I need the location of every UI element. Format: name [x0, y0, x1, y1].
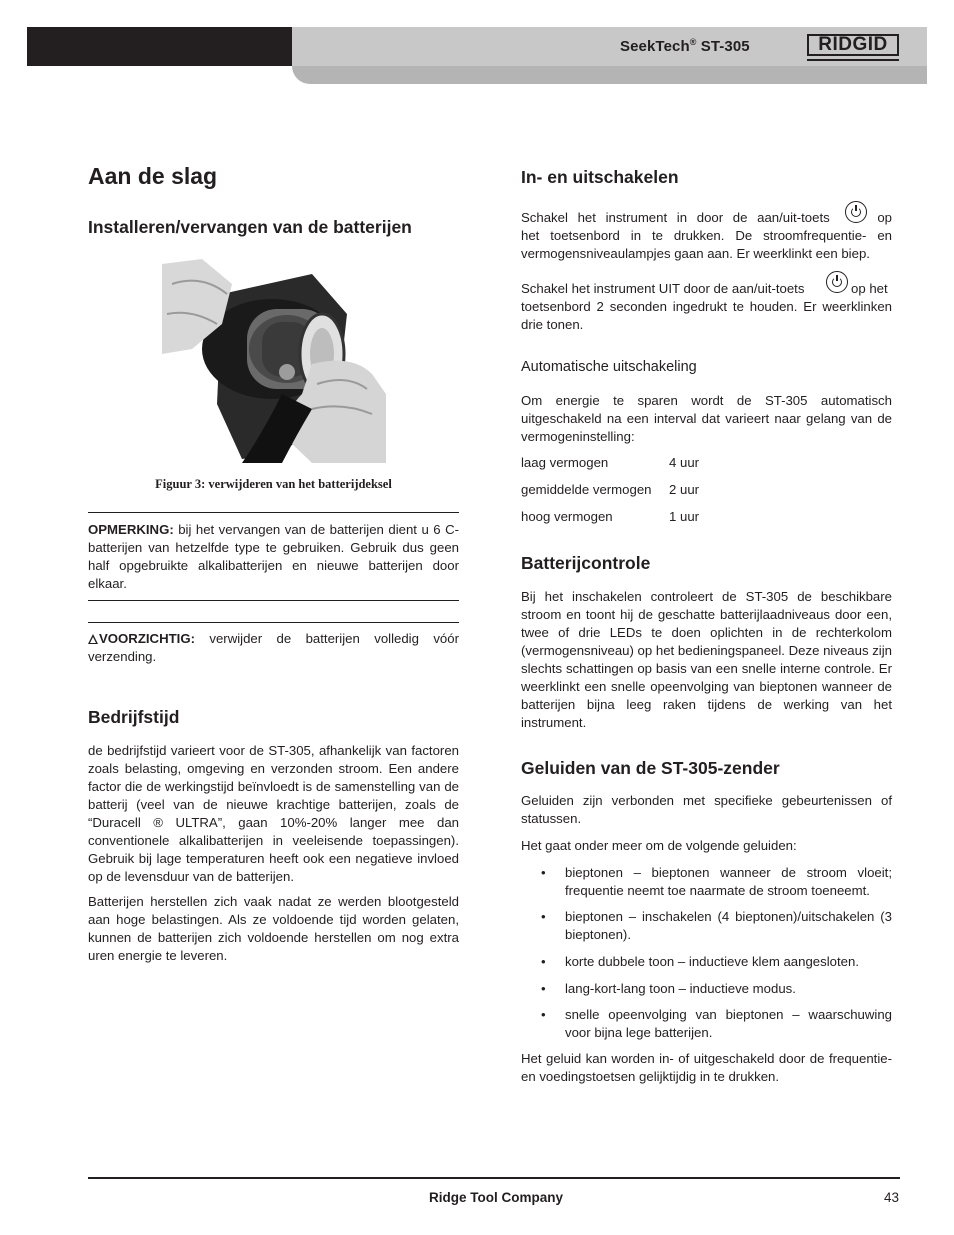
- model-name: SeekTech® ST-305: [620, 37, 750, 55]
- caution-top-rule: [88, 622, 459, 623]
- power-button-icon: [845, 201, 867, 223]
- note-bottom-rule: [88, 600, 459, 601]
- footer-rule: [88, 1177, 900, 1179]
- footer-company: Ridge Tool Company: [429, 1190, 563, 1205]
- caution-paragraph: VOORZICHTIG: verwijder de batterijen volledig vóór verzending.: [88, 631, 459, 664]
- page-title: Aan de slag: [88, 163, 218, 189]
- note-paragraph: OPMERKING: bij het vervangen van de batterijen dient u 6 C-batterijen van hetzelfde type te gebruiken. Gebruik dus geen half opgebruikte alkalibatterijen en nieuwe batterijen door elkaar.: [88, 522, 459, 591]
- figure-caption: Figuur 3: verwijderen van het batterijdeksel: [155, 477, 392, 491]
- caution-label: VOORZICHTIG:: [99, 631, 195, 646]
- power-off-paragraph: Schakel het instrument UIT door de aan/uit-toets op het toetsenbord 2 seconden ingedrukt te houden. Er weerklinken drie tonen.: [521, 280, 892, 334]
- logo-underline: [807, 59, 899, 61]
- sounds-paragraph-1: Geluiden zijn verbonden met specifieke gebeurtenissen of statussen.: [521, 793, 892, 826]
- header-black-band: [27, 27, 292, 66]
- section-title-sounds: Geluiden van de ST-305-zender: [521, 758, 780, 778]
- section-title-runtime: Bedrijfstijd: [88, 707, 180, 727]
- runtime-paragraph-2: Batterijen herstellen zich vaak nadat ze werden blootgesteld aan hoge belastingen. Als ze voldoende tijd worden gelaten, kunnen de batterijen zich voldoende herstellen om nog extra uren energie te leveren.: [88, 894, 459, 963]
- warning-triangle-icon: [88, 634, 98, 644]
- page-number: 43: [884, 1190, 900, 1205]
- battery-cover-photo: [162, 254, 386, 463]
- power-button-icon-2: [826, 271, 848, 293]
- sounds-paragraph-3: Het geluid kan worden in- of uitgeschakeld door de frequentie- en voedingstoetsen gelijktijdig in te drukken.: [521, 1051, 892, 1084]
- section-title-batteries: Installeren/vervangen van de batterijen: [88, 217, 412, 237]
- note-top-rule: [88, 512, 459, 513]
- ridgid-logo: RIDGID: [807, 34, 899, 56]
- section-title-power: In- en uitschakelen: [521, 167, 679, 187]
- note-label: OPMERKING:: [88, 522, 174, 537]
- subsection-title-auto-off: Automatische uitschakeling: [521, 359, 697, 375]
- battery-photo-illustration: [162, 254, 386, 463]
- section-title-battery-check: Batterijcontrole: [521, 553, 651, 573]
- power-on-paragraph: Schakel het instrument in door de aan/uit-toets op het toetsenbord in te drukken. De stroomfrequentie- en vermogensniveaulampjes gaan aan. Er weerklinkt een biep.: [521, 209, 892, 263]
- auto-off-paragraph: Om energie te sparen wordt de ST-305 automatisch uitgeschakeld na een interval dat varieert naar gelang van de vermogeninstelling:: [521, 393, 892, 444]
- sounds-paragraph-2: Het gaat onder meer om de volgende geluiden:: [521, 838, 797, 853]
- battery-check-paragraph: Bij het inschakelen controleert de ST-305 de beschikbare stroom en toont hij de geschatte batterijlaadniveaus door een, twee of drie LEDs te doen oplichten in de rechterkolom (vermogensniveau) op het bedieningspaneel. Deze niveaus zijn slechts schattingen op basis van een snelle interne controle. Er weerklinkt een snelle opeenvolging van bieptonen wanneer de batterijen bijna leeg raken tijdens de werking van het instrument.: [521, 589, 892, 730]
- header-tab: [292, 66, 927, 84]
- runtime-paragraph-1: de bedrijfstijd varieert voor de ST-305, afhankelijk van factoren zoals belasting, omgeving en verzonden stroom. Een andere factor die de werkingstijd beïnvloedt is de samenstelling van de batterij (veel van de nieuwe krachtige batterijen, zoals de “Duracell ® ULTRA”, gaan 10%-20% langer mee dan conventionele alkalibatterijen in veeleisende toepassingen). Gebruik bij lage temperaturen heeft ook een negatieve invloed op de levensduur van de batterijen.: [88, 743, 459, 884]
